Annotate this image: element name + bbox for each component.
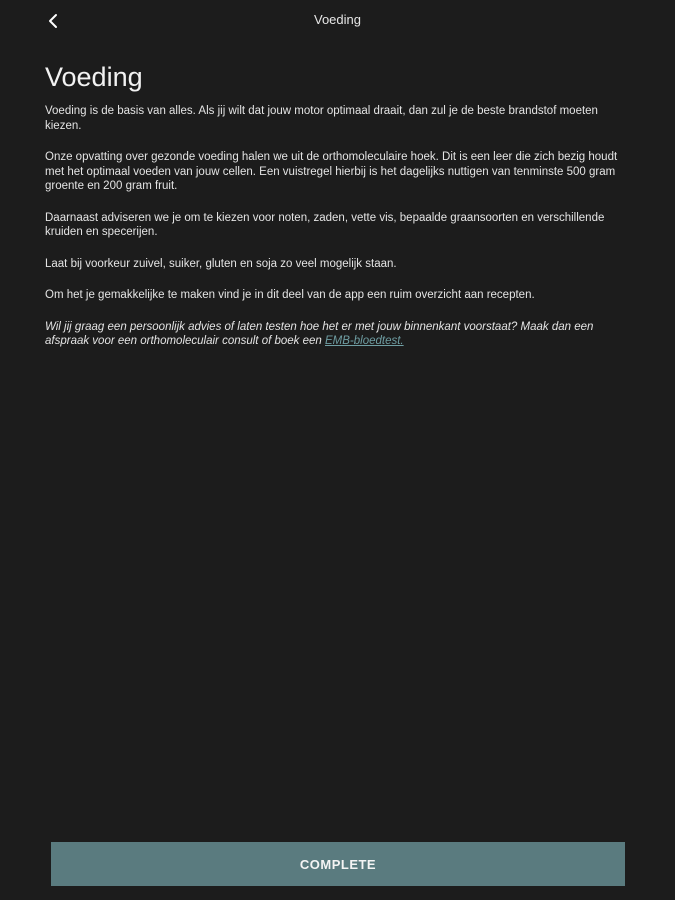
paragraph-recipes: Om het je gemakkelijke te maken vind je in dit deel van de app een ruim overzicht aan recepten. — [45, 289, 535, 301]
paragraph-orthomolecular: Onze opvatting over gezonde voeding halen we uit de orthomoleculaire hoek. Dit is een leer die zich bezig houdt met het optimaal voeden van jouw cellen. Een vuistregel hierbij is het dagelijks nuttigen van tenminste 500 gram groente en 200 gram fruit. — [45, 151, 618, 192]
cta-text: Wil jij graag een persoonlijk advies of laten testen hoe het er met jouw binnenkant voorstaat? Maak dan een afspraak voor een orthomoleculair consult of boek een — [45, 320, 594, 347]
paragraph-advice: Daarnaast adviseren we je om te kiezen voor noten, zaden, vette vis, bepaalde graansoorten en verschillende kruiden en specerijen. — [45, 211, 605, 238]
emb-bloodtest-link[interactable]: EMB-bloedtest. — [325, 335, 404, 347]
page-title: Voeding — [314, 12, 361, 27]
paragraph-cta — [45, 320, 635, 349]
complete-button[interactable]: COMPLETE — [51, 842, 625, 886]
section-heading: Voeding — [45, 62, 143, 92]
paragraph-avoid: Laat bij voorkeur zuivel, suiker, gluten en soja zo veel mogelijk staan. — [45, 257, 397, 270]
paragraph-intro: Voeding is de basis van alles. Als jij wilt dat jouw motor optimaal draait, dan zul je de beste brandstof moeten kiezen. — [45, 105, 598, 132]
content-area — [45, 60, 635, 366]
top-bar — [0, 0, 675, 40]
